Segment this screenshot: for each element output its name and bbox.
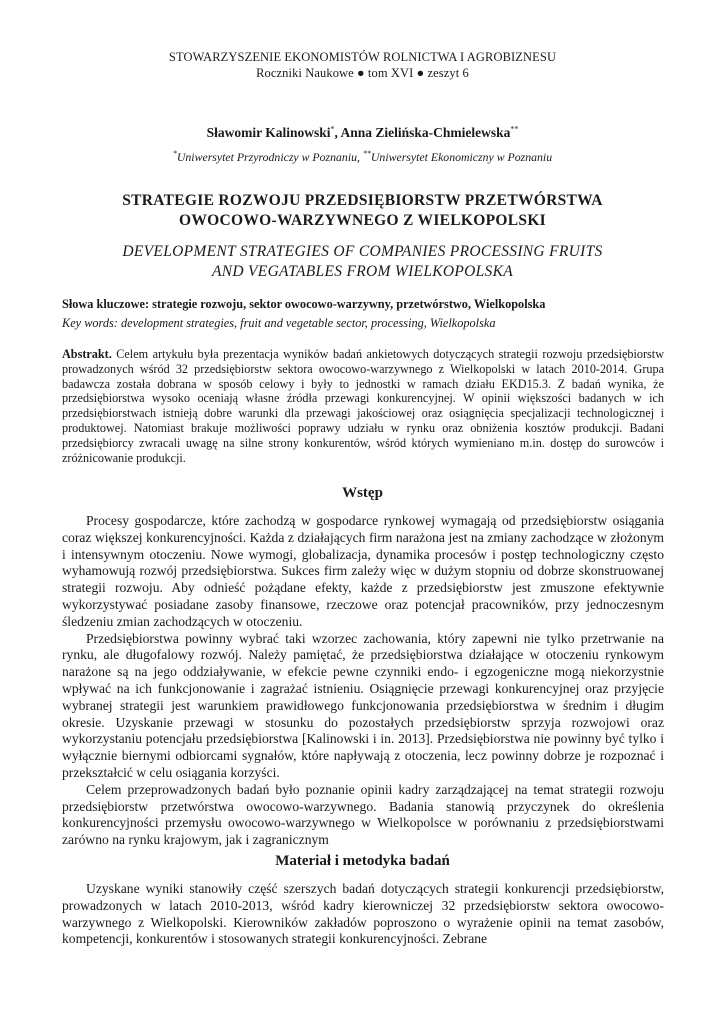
journal-header — [0, 49, 725, 81]
affiliation-1: Uniwersytet Przyrodniczy w Poznaniu, — [176, 150, 363, 164]
abstract — [62, 347, 664, 465]
methods-paragraph-1: Uzyskane wyniki stanowiły część szerszych badań dotyczących strategii konkurencji przedsiębiorstw, prowadzonych w latach 2010-2013, wśród kadry kierowniczej 32 przedsiębiorstw sektora owocowo-warzywnego z Wielkopolski. Kierowników zakładów poproszono o wyrażenie opinii na temat zasobów, kompetencji, konkurentów i stosowanych strategii konkurencyjności. Zebrane — [62, 881, 664, 947]
affiliation-2-mark: ** — [362, 149, 371, 159]
affiliation-1-mark: * — [172, 149, 177, 159]
section-title-introduction: Wstęp — [342, 485, 383, 501]
section-introduction-body — [62, 513, 664, 849]
section-methods-body — [62, 881, 664, 948]
keywords-english: Key words: development strategies, fruit and vegetable sector, processing, Wielkopolska — [62, 316, 496, 330]
title-en-line-1: DEVELOPMENT STRATEGIES OF COMPANIES PROCESSING FRUITS — [122, 243, 603, 260]
author-1-name: Sławomir Kalinowski — [206, 125, 331, 140]
affiliation-line — [0, 150, 725, 165]
intro-paragraph-2: Przedsiębiorstwa powinny wybrać taki wzorzec zachowania, który zapewni nie tylko przetrwanie na rynku, ale długofalowy rozwój. Należy pamiętać, że przedsiębiorstwa działające w otoczeniu rynkowym narażone są na jego oddziaływanie, w efekcie pewne czynniki endo- i egzogeniczne mogą niekorzystnie wpływać na ich funkcjonowanie i zagrażać istnieniu. Osiągnięcie przewagi konkurencyjnej oraz przyjęcie wybranej strategii jest warunkiem prawidłowego funkcjonowania przedsiębiorstwa w średnim i długim okresie. Uzyskanie przewagi w stosunku do pozostałych przedsiębiorstw sprzyja rozwojowi oraz wykorzystaniu potencjału przedsiębiorstwa [Kalinowski i in. 2013]. Przedsiębiorstwa nie powinny być tylko i wyłącznie biernymi odbiorcami sygnałów, które napływają z otoczenia, lecz powinny dobrze je rozpoznać i przekształcić w celu osiągania korzyści. — [62, 630, 664, 780]
intro-paragraph-1: Procesy gospodarcze, które zachodzą w gospodarce rynkowej wymagają od przedsiębiorstw osiągania coraz większej konkurencyjności. Każda z działających firm narażona jest na zmiany zachodzące w złożonym i intensywnym otoczeniu. Nowe wymogi, globalizacja, dynamika procesów i postęp technologiczny często wyhamowują rozwój przedsiębiorstwa. Sukces firm zależy więc w dużym stopniu od dobrze skonstruowanej strategii rozwoju. Aby odnieść pożądane efekty, każde z przedsiębiorstw jest zmuszone efektywnie wykorzystywać posiadane zasoby finansowe, rzeczowe oraz potencjał pracowników, przy jednoczesnym śledzeniu zmian zachodzących w otoczeniu. — [62, 513, 664, 629]
author-1-mark: * — [330, 124, 335, 134]
author-2-mark: ** — [510, 124, 519, 134]
author-2-name: Anna Zielińska-Chmielewska — [340, 125, 511, 140]
affiliation-2: Uniwersytet Ekonomiczny w Poznaniu — [370, 150, 553, 164]
intro-paragraph-3: Celem przeprowadzonych badań było poznanie opinii kadry zarządzającej na temat strategii rozwoju przedsiębiorstw przetwórstwa owocowo-warzywnego. Badania stanowią przyczynek do określenia konkurencyjności przemysłu owocowo-warzywnego w Wielkopolsce w porównaniu z przedsiębiorstwami zarówno na rynku krajowym, jak i zagranicznym — [62, 781, 664, 848]
title-en-line-2: AND VEGATABLES FROM WIELKOPOLSKA — [211, 263, 514, 280]
paper-title-english — [60, 242, 665, 282]
section-title-methods: Materiał i metodyka badań — [275, 853, 450, 869]
abstract-text: Celem artykułu była prezentacja wyników badań ankietowych dotyczących strategii rozwoju przedsiębiorstw prowadzonych wśród 32 przedsiębiorstw sektora owocowo-warzywnego z Wielkopolski w latach 2010-2014. Grupa badawcza została dobrana w sposób celowy i były to jednostki w ramach działu EKD15.3. Z badań wynika, że przedsiębiorstwa wysoko oceniają własne źródła przewagi konkurencyjnej. W opinii większości badanych w ich przedsiębiorstwach istnieją dobre warunki dla przewagi jakościowej oraz osiągnięcia specjalizacji technologicznej i produktowej. Natomiast brakuje możliwości poprawy udziału w rynku oraz obniżenia kosztów produkcji. Badani przedsiębiorcy zwracali uwagę na silne strony konkurentów, wśród których wymieniano m.in. dostęp do surowców i zróżnicowanie produkcji. — [62, 347, 664, 465]
title-pl-line-2: OWOCOWO-WARZYWNEGO Z WIELKOPOLSKI — [178, 212, 547, 229]
journal-volume-info: Roczniki Naukowe ● tom XVI ● zeszyt 6 — [256, 66, 469, 80]
paper-title-polish — [60, 191, 665, 231]
title-pl-line-1: STRATEGIE ROZWOJU PRZEDSIĘBIORSTW PRZETWÓRSTWA — [122, 192, 603, 209]
author-separator: , — [334, 125, 341, 140]
abstract-label: Abstrakt. — [62, 347, 112, 361]
author-line — [0, 125, 725, 141]
journal-society-name: STOWARZYSZENIE EKONOMISTÓW ROLNICTWA I AGROBIZNESU — [168, 50, 557, 64]
keywords-polish: Słowa kluczowe: strategie rozwoju, sektor owocowo-warzywny, przetwórstwo, Wielkopolska — [62, 297, 546, 311]
